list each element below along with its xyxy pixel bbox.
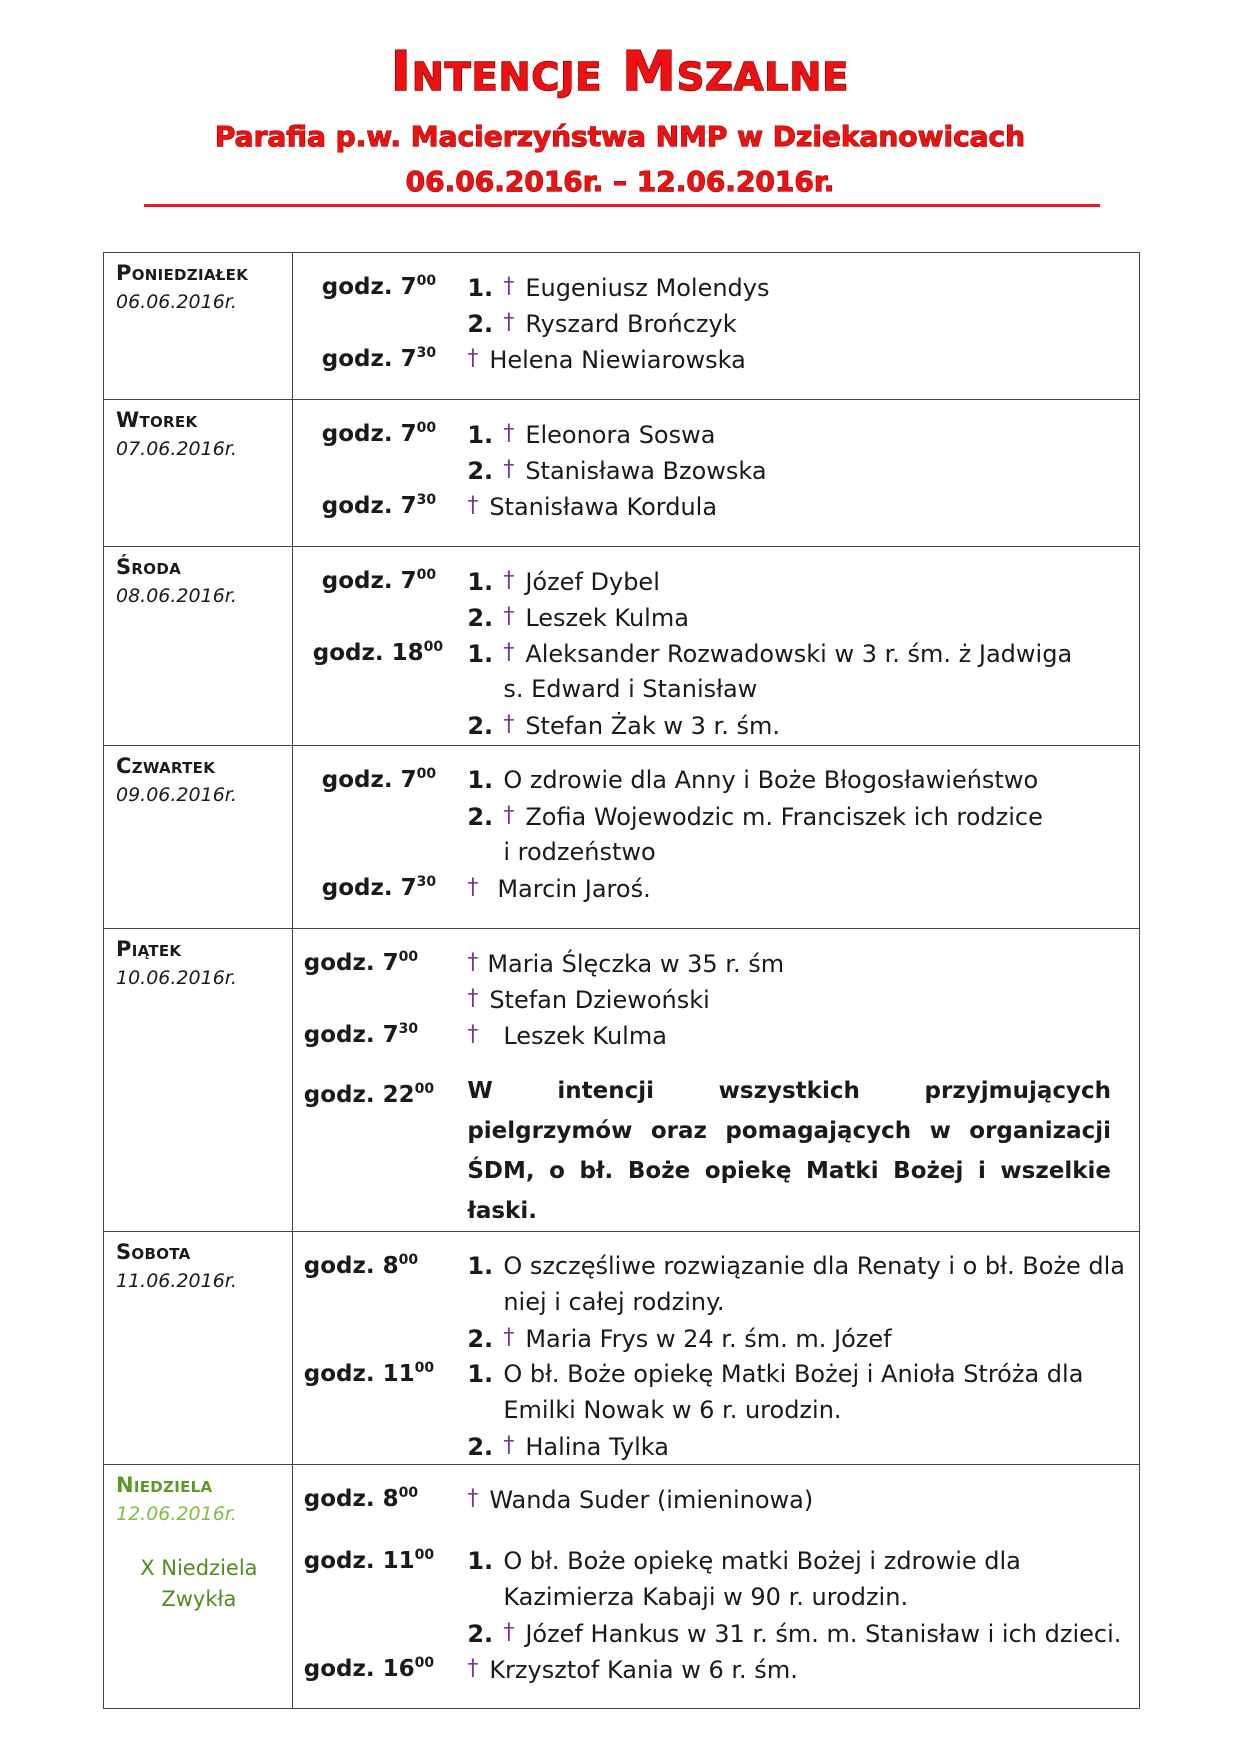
cross-icon: † [503, 640, 515, 665]
cross-icon: † [467, 493, 479, 518]
cross-icon: † [467, 950, 479, 975]
intention: 2. † Stefan Żak w 3 r. śm. [467, 707, 1125, 743]
mass-time: godz. $11^{00}$ [303, 1547, 435, 1574]
times-cell [292, 1232, 453, 1465]
mass-time: godz. $22^{00}$ [303, 1081, 435, 1108]
intention: 1. † Józef Dybel [467, 563, 1125, 599]
intention: † Wanda Suder (imieninowa) [467, 1481, 1125, 1517]
intention: † Leszek Kulma [467, 1017, 1125, 1053]
cross-icon: † [467, 875, 479, 900]
times-cell [292, 929, 453, 1232]
day-name: Sobota [116, 1240, 191, 1264]
intention: 1. † Aleksander Rozwadowski w 3 r. śm. ż Jadwiga [467, 635, 1125, 671]
intention-continuation: Kazimierza Kabaji w 90 r. urodzin. [503, 1583, 909, 1611]
intention: † Stefan Dziewoński [467, 981, 1125, 1017]
intention: † Maria Ślęczka w 35 r. śm [467, 945, 1125, 981]
times-cell [292, 1465, 453, 1709]
mass-time: godz. $16^{00}$ [303, 1655, 435, 1682]
day-date: 11.06.2016r. [116, 1270, 237, 1292]
cross-icon: † [503, 457, 515, 482]
intention: 2. † Zofia Wojewodzic m. Franciszek ich rodzice [467, 798, 1125, 834]
intention: † Krzysztof Kania w 6 r. śm. [467, 1651, 1125, 1687]
day-name: Piątek [116, 937, 182, 961]
day-date: 10.06.2016r. [116, 967, 237, 989]
day-date: 07.06.2016r. [116, 438, 237, 460]
intentions-cell [453, 746, 1139, 929]
cross-icon: † [503, 1433, 515, 1458]
day-name: Niedziela [116, 1473, 213, 1497]
intention: 1. O szczęśliwe rozwiązanie dla Renaty i o bł. Boże dla [467, 1252, 1125, 1280]
day-cell [104, 746, 293, 929]
day-name: Poniedziałek [116, 261, 249, 285]
day-row-saturday [104, 1232, 1140, 1465]
cross-icon: † [503, 568, 515, 593]
mass-time: godz. $18^{00}$ [312, 639, 444, 666]
day-row-monday [104, 253, 1140, 400]
intention: † Stanisława Kordula [467, 488, 1125, 524]
cross-icon: † [503, 274, 515, 299]
cross-icon: † [503, 1620, 515, 1645]
day-row-thursday [104, 746, 1140, 929]
mass-time: godz. $7^{30}$ [303, 1021, 419, 1048]
intention: † Marcin Jaroś. [467, 870, 1125, 906]
day-cell [104, 253, 293, 400]
intention: 2. † Halina Tylka [467, 1428, 1125, 1464]
intention: 2. † Józef Hankus w 31 r. śm. m. Stanisław i ich dzieci. [467, 1615, 1125, 1651]
day-cell [104, 1465, 293, 1709]
mass-time: godz. $7^{00}$ [303, 949, 419, 976]
title-divider [144, 204, 1100, 207]
times-cell [292, 400, 453, 547]
day-date: 06.06.2016r. [116, 291, 237, 313]
day-name: Czwartek [116, 754, 216, 778]
mass-time: godz. $7^{30}$ [321, 492, 437, 519]
intention: 2. † Stanisława Bzowska [467, 452, 1125, 488]
intentions-cell [453, 1465, 1139, 1709]
cross-icon: † [467, 346, 479, 371]
day-name: Środa [116, 555, 181, 579]
mass-time: godz. $7^{00}$ [321, 273, 437, 300]
intention-continuation: s. Edward i Stanisław [503, 675, 758, 703]
day-date: 08.06.2016r. [116, 585, 237, 607]
intention-continuation: i rodzeństwo [503, 838, 656, 866]
day-date: 09.06.2016r. [116, 784, 237, 806]
parish-name: Parafia p.w. Macierzyństwa NMP w Dziekanowicach [214, 120, 1026, 153]
mass-time: godz. $7^{30}$ [321, 345, 437, 372]
mass-time: godz. $8^{00}$ [303, 1252, 419, 1279]
cross-icon: † [503, 604, 515, 629]
day-cell [104, 1232, 293, 1465]
day-row-wednesday [104, 547, 1140, 746]
cross-icon: † [467, 1022, 479, 1047]
date-range: 06.06.2016r. – 12.06.2016r. [405, 165, 835, 198]
day-name: Wtorek [116, 408, 198, 432]
cross-icon: † [503, 421, 515, 446]
intention: 1. O bł. Boże opiekę Matki Bożej i Anioła Stróża dla [467, 1360, 1084, 1388]
mass-time: godz. $7^{00}$ [321, 766, 437, 793]
intention: 2. † Maria Frys w 24 r. śm. m. Józef [467, 1320, 1125, 1356]
intentions-cell [453, 400, 1139, 547]
intention: † Helena Niewiarowska [467, 341, 1125, 377]
times-cell [292, 547, 453, 746]
cross-icon: † [503, 1325, 515, 1350]
cross-icon: † [467, 986, 479, 1011]
day-date: 12.06.2016r. [116, 1503, 237, 1525]
special-intention: W intencji wszystkich przyjmujących pielgrzymów oraz pomagających w organizacji ŚDM, o bł. Boże opiekę Matki Bożej i wszelkie łaski. [467, 1078, 1111, 1224]
day-row-sunday [104, 1465, 1140, 1709]
intentions-cell [453, 547, 1139, 746]
liturgical-note: X Niedziela Zwykła [140, 1556, 258, 1611]
intention: 2. † Leszek Kulma [467, 599, 1125, 635]
intentions-cell [453, 1232, 1139, 1465]
intention: 1. O bł. Boże opiekę matki Bożej i zdrowie dla [467, 1547, 1021, 1575]
cross-icon: † [503, 310, 515, 335]
day-cell [104, 400, 293, 547]
intention-continuation: niej i całej rodziny. [503, 1288, 725, 1316]
cross-icon: † [503, 803, 515, 828]
intention: 1. † Eleonora Soswa [467, 416, 1125, 452]
day-row-friday [104, 929, 1140, 1232]
day-cell [104, 929, 293, 1232]
times-cell [292, 746, 453, 929]
page-title: Intencje Mszalne [390, 40, 850, 103]
mass-time: godz. $11^{00}$ [303, 1360, 435, 1387]
mass-time: godz. $8^{00}$ [303, 1485, 419, 1512]
intention: 1. † Eugeniusz Molendys [467, 269, 1125, 305]
times-cell [292, 253, 453, 400]
mass-time: godz. $7^{30}$ [321, 874, 437, 901]
cross-icon: † [467, 1486, 479, 1511]
cross-icon: † [503, 712, 515, 737]
intentions-cell [453, 253, 1139, 400]
intention-continuation: Emilki Nowak w 6 r. urodzin. [503, 1396, 842, 1424]
intention: 1. O zdrowie dla Anny i Boże Błogosławieństwo [467, 766, 1039, 794]
intentions-cell [453, 929, 1139, 1232]
intention: 2. † Ryszard Brończyk [467, 305, 1125, 341]
mass-time: godz. $7^{00}$ [321, 567, 437, 594]
day-cell [104, 547, 293, 746]
intentions-table [103, 252, 1140, 1709]
cross-icon: † [467, 1656, 479, 1681]
mass-time: godz. $7^{00}$ [321, 420, 437, 447]
day-row-tuesday [104, 400, 1140, 547]
